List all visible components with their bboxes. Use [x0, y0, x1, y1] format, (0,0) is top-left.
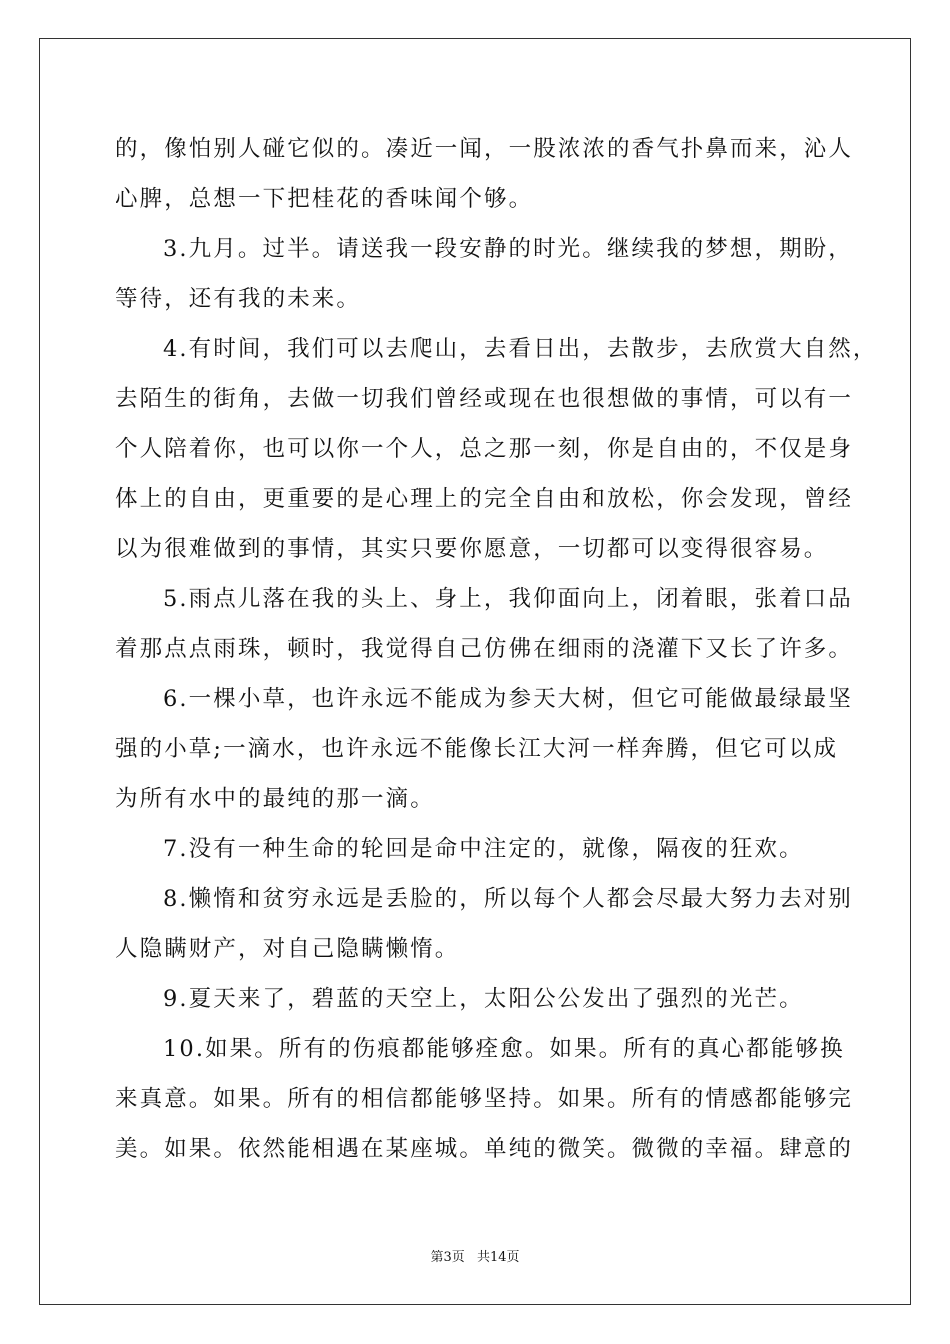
- text-line: 9.夏天来了，碧蓝的天空上，太阳公公发出了强烈的光芒。: [163, 986, 804, 1012]
- text-line: 来真意。如果。所有的相信都能够坚持。如果。所有的情感都能够完: [115, 1086, 854, 1112]
- text-line: 以为很难做到的事情，其实只要你愿意，一切都可以变得很容易。: [115, 536, 829, 562]
- text-line: 10.如果。所有的伤痕都能够痊愈。如果。所有的真心都能够换: [163, 1036, 845, 1062]
- text-line: 体上的自由，更重要的是心理上的完全自由和放松，你会发现，曾经: [115, 486, 854, 512]
- text-line: 5.雨点儿落在我的头上、身上，我仰面向上，闭着眼，张着口品: [163, 586, 853, 612]
- page-total: 共14页: [476, 1250, 520, 1265]
- text-line: 个人陪着你，也可以你一个人，总之那一刻，你是自由的，不仅是身: [115, 436, 854, 462]
- text-line: 4.有时间，我们可以去爬山，去看日出，去散步，去欣赏大自然，: [163, 336, 878, 362]
- text-line: 美。如果。依然能相遇在某座城。单纯的微笑。微微的幸福。肆意的: [115, 1136, 854, 1162]
- text-line: 心脾，总想一下把桂花的香味闻个够。: [115, 186, 534, 212]
- text-line: 强的小草;一滴水，也许永远不能像长江大河一样奔腾，但它可以成: [115, 736, 839, 762]
- text-line: 7.没有一种生命的轮回是命中注定的，就像，隔夜的狂欢。: [163, 836, 804, 862]
- text-line: 着那点点雨珠，顿时，我觉得自己仿佛在细雨的浇灌下又长了许多。: [115, 636, 854, 662]
- text-line: 3.九月。过半。请送我一段安静的时光。继续我的梦想，期盼，: [163, 236, 853, 262]
- text-line: 为所有水中的最纯的那一滴。: [115, 786, 435, 812]
- text-line: 等待，还有我的未来。: [115, 286, 362, 312]
- page-footer: [0, 1246, 950, 1265]
- text-line: 的，像怕别人碰它似的。凑近一闻，一股浓浓的香气扑鼻而来，沁人: [115, 136, 854, 162]
- text-line: 8.懒惰和贫穷永远是丢脸的，所以每个人都会尽最大努力去对别: [163, 886, 853, 912]
- page-number: 第3页: [430, 1250, 465, 1265]
- text-line: 6.一棵小草，也许永远不能成为参天大树，但它可能做最绿最坚: [163, 686, 853, 712]
- text-line: 人隐瞒财产，对自己隐瞒懒惰。: [115, 936, 460, 962]
- text-line: 去陌生的街角，去做一切我们曾经或现在也很想做的事情，可以有一: [115, 386, 854, 412]
- document-body: [115, 124, 878, 1174]
